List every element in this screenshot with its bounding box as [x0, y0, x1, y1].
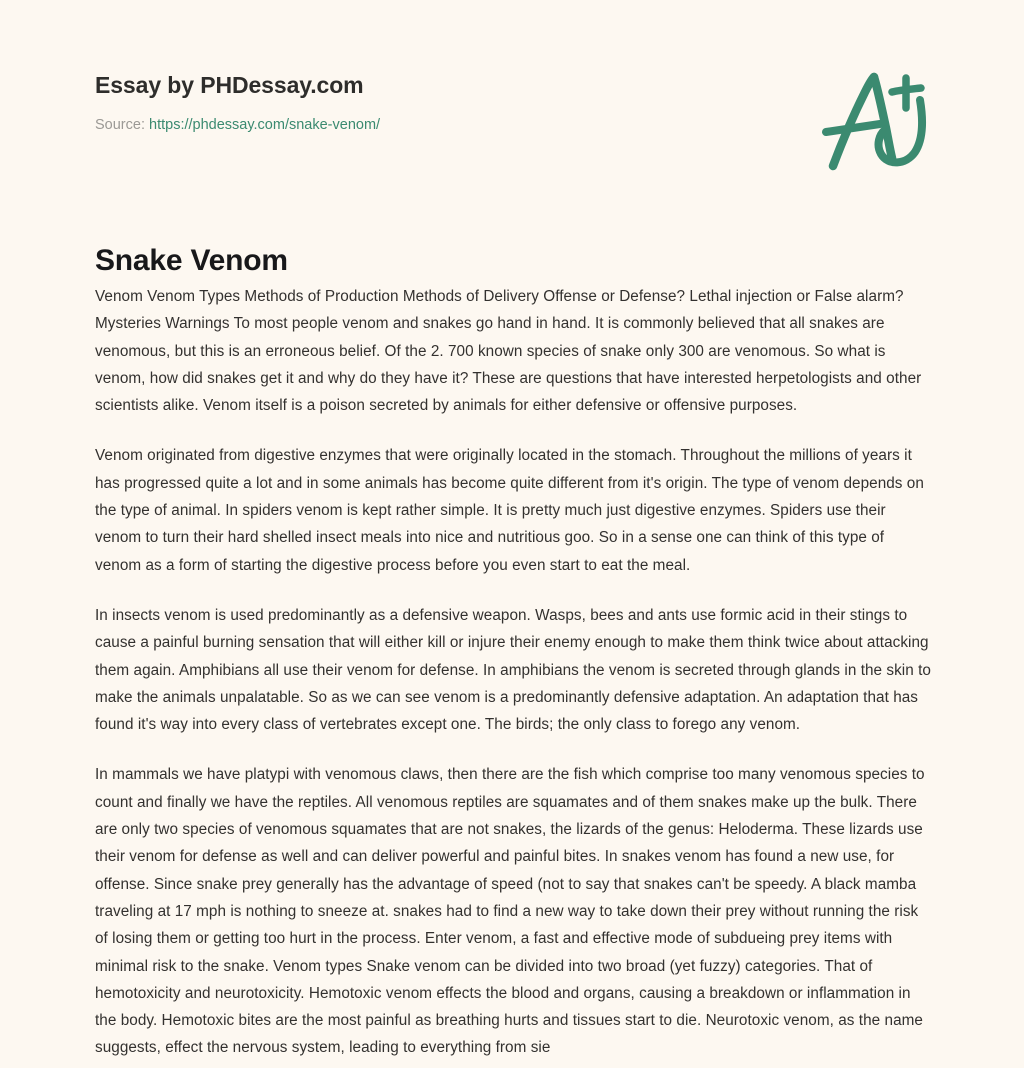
source-label: Source: [95, 116, 145, 133]
brand-block [95, 72, 380, 134]
brand-title: Essay by PHDessay.com [95, 72, 364, 98]
a-plus-logo-icon [812, 66, 934, 172]
paragraph: Venom Venom Types Methods of Production Methods of Delivery Offense or Defense? Lethal injection or False alarm? Mysteries Warnings To most people venom and snakes go hand in hand. It is commonly believed that all snakes are venomous, but this is an erroneous belief. Of the 2. 700 known species of snake only 300 are venomous. So what is venom, how did snakes get it and why do they have it? These are questions that have interested herpetologists and other scientists alike. Venom itself is a poison secreted by animals for either defensive or offensive purposes. [95, 288, 922, 415]
page-header [0, 0, 1024, 186]
source-url-link[interactable]: https://phdessay.com/snake-venom/ [149, 116, 381, 133]
paragraph: Venom originated from digestive enzymes that were originally located in the stomach. Throughout the millions of years it has progressed quite a lot and in some animals has become quite different from it's origin. The type of venom depends on the type of animal. In spiders venom is kept rather simple. It is pretty much just digestive enzymes. Spiders use their venom to turn their hard shelled insect meals into nice and nutritious goo. So in a sense one can think of this type of venom as a form of starting the digestive process before you even start to eat the meal. [95, 447, 924, 574]
page-title: Snake Venom [95, 244, 288, 278]
paragraph: In mammals we have platypi with venomous claws, then there are the fish which comprise too many venomous species to count and finally we have the reptiles. All venomous reptiles are squamates and of them snakes make up the bulk. There are only two species of venomous squamates that are not snakes, the lizards of the genus: Heloderma. These lizards use their venom for defense as well and can deliver powerful and painful bites. In snakes venom has found a new use, for offense. Since snake prey generally has the advantage of speed (not to say that snakes can't be speedy. A black mamba traveling at 17 mph is nothing to sneeze at. snakes had to find a new way to take down their prey without running the risk of losing them or getting too hurt in the process. Enter venom, a fast and effective mode of subdueing prey items with minimal risk to the snake. Venom types Snake venom can be divided into two broad (yet fuzzy) categories. That of hemotoxicity and neurotoxicity. Hemotoxic venom effects the blood and organs, causing a breakdown or inflammation in the body. Hemotoxic bites are the most painful as breathing hurts and tissues start to die. Neurotoxic venom, as the name suggests, effect the nervous system, leading to everything from sie [95, 766, 925, 1057]
paragraph: In insects venom is used predominantly as a defensive weapon. Wasps, bees and ants use formic acid in their stings to cause a painful burning sensation that will either kill or injure their enemy enough to make them think twice about attacking them again. Amphibians all use their venom for defense. In amphibians the venom is secreted through glands in the skin to make the animals unpalatable. So as we can see venom is a predominantly defensive adaptation. An adaptation that has found it's way into every class of vertebrates except one. The birds; the only class to forego any venom. [95, 606, 931, 734]
essay-body [95, 283, 933, 1062]
source-line [95, 117, 380, 134]
